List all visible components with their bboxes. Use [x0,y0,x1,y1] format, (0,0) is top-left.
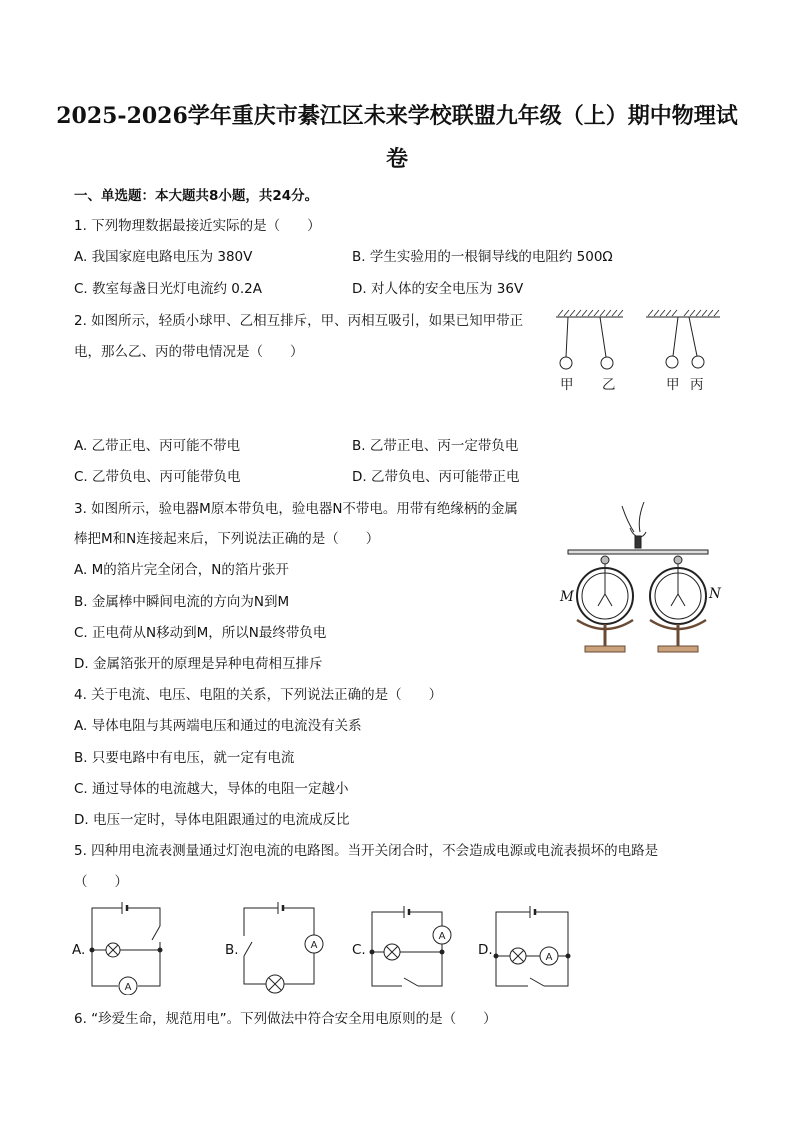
q2-label-yi: 乙 [602,377,616,393]
q3-label-n: N [709,586,721,602]
q4-option-b: B. 只要电路中有电压，就一定有电流 [74,750,295,766]
q1-option-d: D. 对人体的安全电压为 36V [352,281,524,297]
q5-circuit-c-label: C. [352,942,366,958]
q3-option-b: B. 金属棒中瞬间电流的方向为N到M [74,594,290,610]
q2-option-d: D. 乙带负电、丙可能带正电 [352,469,520,485]
q5-d-ammeter-a: A [545,952,553,963]
q2-option-b: B. 乙带正电、丙一定带负电 [352,438,519,454]
q1-stem: 1. 下列物理数据最接近实际的是（ ） [74,218,321,234]
q1-option-c: C. 教室每盏日光灯电流约 0.2A [74,281,263,297]
q3-stem-line2: 棒把M和N连接起来后，下列说法正确的是（ ） [74,531,380,547]
q5-circuit-a [88,900,168,995]
q3-option-c: C. 正电荷从N移动到M，所以N最终带负电 [74,625,327,641]
q5-circuit-b-label: B. [225,942,239,958]
q3-figure-electroscopes [560,498,740,658]
section-heading: 一、单选题：本大题共8小题，共24分。 [74,188,319,204]
q1-option-b: B. 学生实验用的一根铜导线的电阻约 500Ω [352,249,613,265]
q2-stem-line2: 电，那么乙、丙的带电情况是（ ） [74,344,304,360]
q5-stem-line1: 5. 四种用电流表测量通过灯泡电流的电路图。当开关闭合时，不会造成电源或电流表损坏的电路是 [74,843,659,859]
q3-option-a: A. M的箔片完全闭合，N的箔片张开 [74,562,289,578]
q5-circuit-b [238,900,328,995]
q3-stem-line1: 3. 如图所示，验电器M原本带负电，验电器N不带电。用带有绝缘柄的金属 [74,501,518,517]
q5-circuit-d [492,900,582,995]
q2-stem-line1: 2. 如图所示，轻质小球甲、乙相互排斥，甲、丙相互吸引，如果已知甲带正 [74,313,524,329]
exam-title-line2: 卷 [385,146,408,172]
q5-circuit-a-label: A. [72,942,86,958]
q4-option-d: D. 电压一定时，导体电阻跟通过的电流成反比 [74,812,350,828]
q4-stem: 4. 关于电流、电压、电阻的关系，下列说法正确的是（ ） [74,687,443,703]
q5-b-ammeter-a: A [310,940,318,951]
q3-label-m: M [560,589,574,605]
q1-option-a: A. 我国家庭电路电压为 380V [74,249,253,265]
q2-label-jia-2: 甲 [666,377,680,393]
q5-a-ammeter-a: A [124,982,132,993]
q5-circuit-d-label: D. [478,942,493,958]
q5-c-ammeter-a: A [438,931,446,942]
q3-option-d: D. 金属箔张开的原理是异种电荷相互排斥 [74,656,323,672]
q2-label-bing: 丙 [690,377,704,393]
q2-option-a: A. 乙带正电、丙可能不带电 [74,438,241,454]
q4-option-c: C. 通过导体的电流越大，导体的电阻一定越小 [74,781,349,797]
q6-stem: 6. “珍爱生命，规范用电”。下列做法中符合安全用电原则的是（ ） [74,1011,497,1027]
q2-option-c: C. 乙带负电、丙可能带负电 [74,469,241,485]
q5-circuit-c [368,900,458,995]
exam-title-line1: 2025-2026学年重庆市綦江区未来学校联盟九年级（上）期中物理试 [56,103,738,129]
q4-option-a: A. 导体电阻与其两端电压和通过的电流没有关系 [74,718,362,734]
q5-stem-line2: （ ） [74,874,128,890]
q2-label-jia-1: 甲 [560,377,574,393]
